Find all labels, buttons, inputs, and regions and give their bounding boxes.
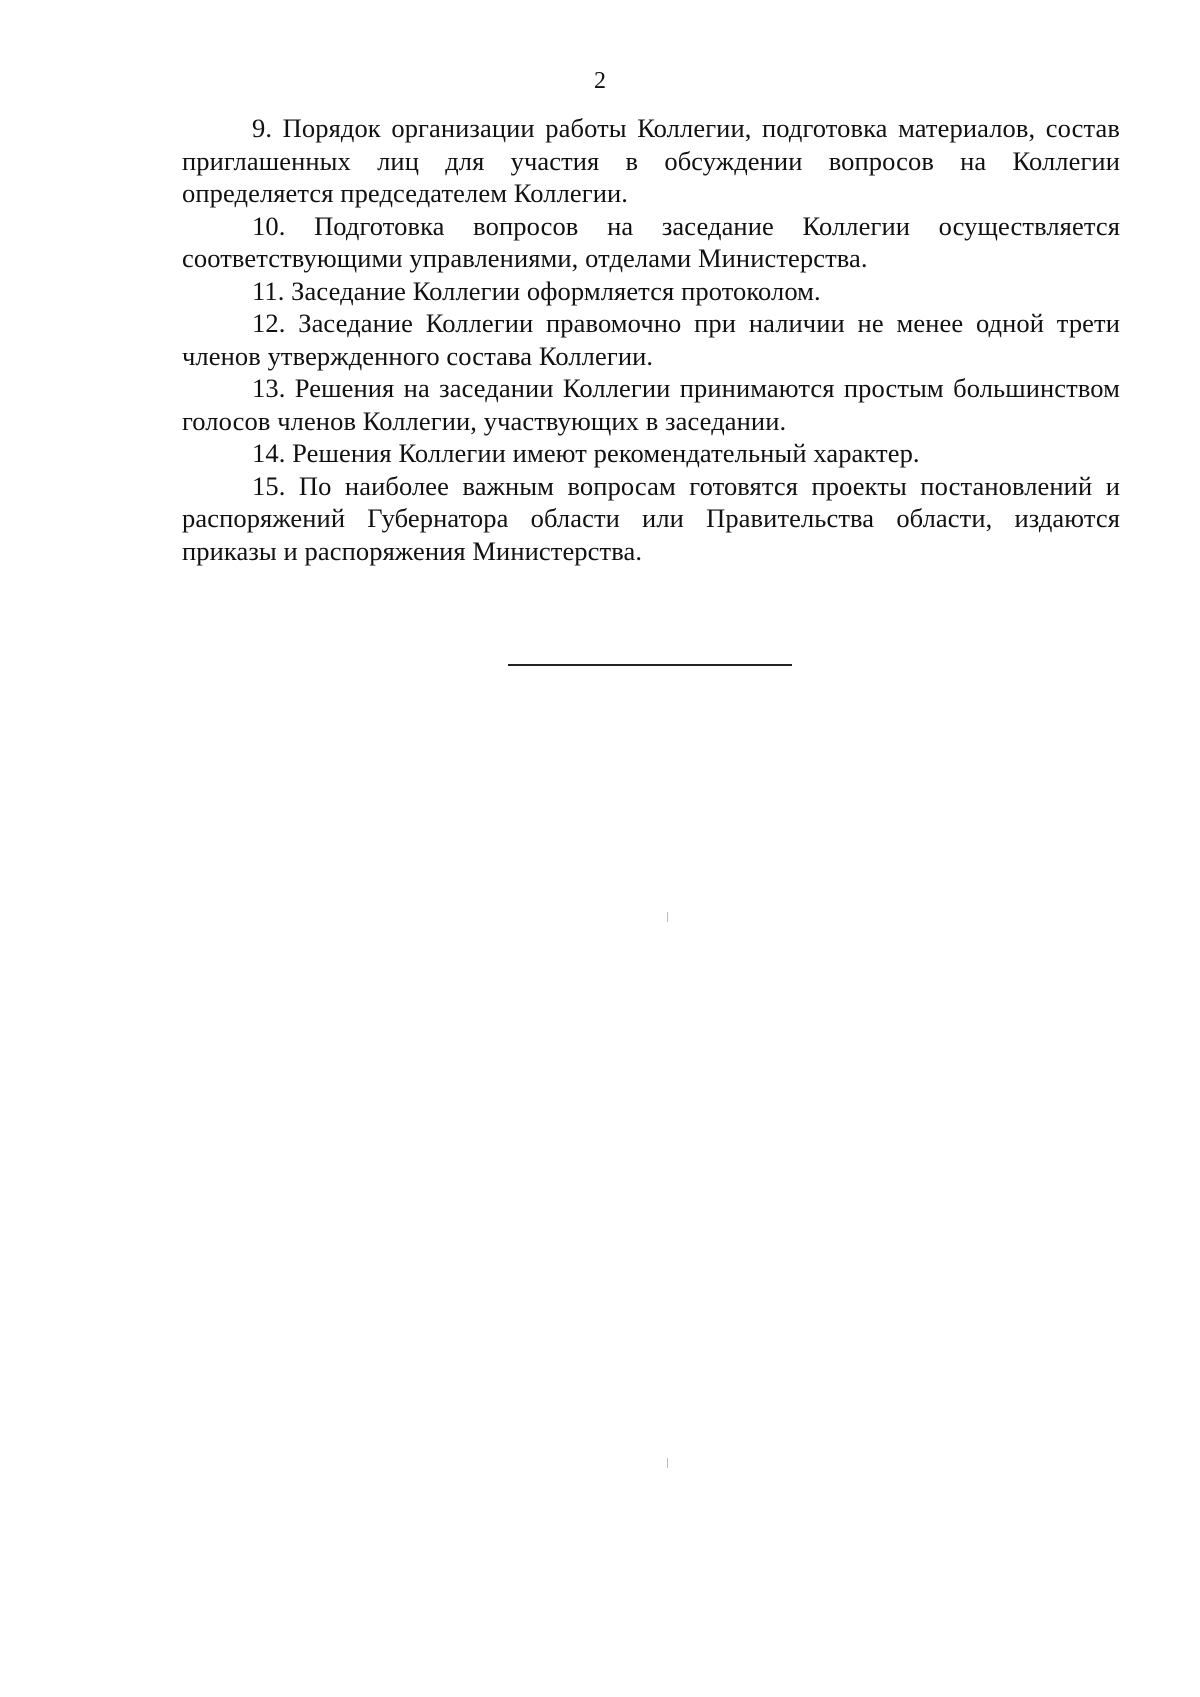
scan-speck — [667, 912, 668, 922]
paragraph-13: 13. Решения на заседании Коллегии принимаются простым большинством голосов членов Коллегии, участвующих в заседании. — [182, 373, 1120, 436]
paragraph-14: 14. Решения Коллегии имеют рекомендательный характер. — [252, 438, 920, 468]
paragraph-10: 10. Подготовка вопросов на заседание Коллегии осуществляется соответствующими управлениями, отделами Министерства. — [182, 210, 1120, 273]
paragraph-12: 12. Заседание Коллегии правомочно при наличии не менее одной трети членов утвержденного состава Коллегии. — [182, 308, 1120, 371]
paragraph-9: 9. Порядок организации работы Коллегии, подготовка материалов, состав приглашенных лиц для участия в обсуждении вопросов на Коллегии определяется председателем Коллегии. — [182, 113, 1120, 208]
page-number: 2 — [594, 68, 606, 94]
paragraph-15: 15. По наиболее важным вопросам готовятся проекты постановлений и распоряжений Губернатора области или Правительства области, издаются приказы и распоряжения Министерства. — [182, 470, 1120, 566]
end-of-document-line — [508, 664, 792, 666]
document-body — [182, 112, 1120, 567]
scan-speck — [667, 1458, 668, 1468]
paragraph-11: 11. Заседание Коллегии оформляется протоколом. — [252, 275, 821, 306]
